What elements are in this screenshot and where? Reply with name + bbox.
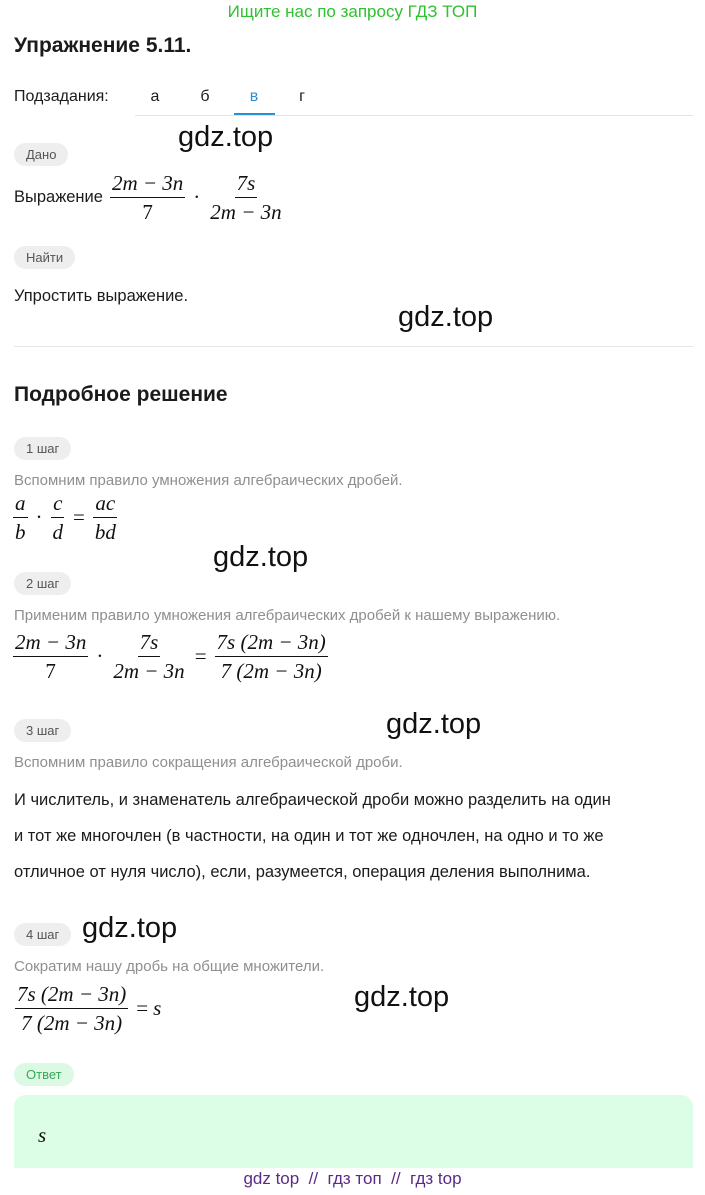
numerator: 2m − 3n: [111, 171, 184, 195]
fraction: [13, 491, 28, 544]
search-banner: Ищите нас по запросу ГДЗ ТОП: [227, 2, 478, 21]
step-4-badge: 4 шаг: [14, 923, 71, 946]
page-title: Упражнение 5.11.: [14, 34, 192, 57]
subtasks-label: Подзадания:: [14, 88, 109, 105]
multiply-sign: ·: [35, 505, 43, 529]
denominator: 7: [45, 659, 56, 683]
tabs-divider: [135, 115, 693, 116]
numerator: 7s (2m − 3n): [216, 630, 326, 654]
numerator: 2m − 3n: [15, 630, 87, 654]
fraction: [15, 982, 128, 1035]
step-2-badge: 2 шаг: [14, 572, 71, 595]
rule-line: отличное от нуля число), если, разумеется, операция деления выполнима.: [14, 863, 591, 881]
fraction: [93, 491, 118, 544]
equals-sign: =: [136, 996, 149, 1020]
given-expression: [14, 171, 287, 224]
step-2-hint: Применим правило умножения алгебраических дробей к нашему выражению.: [14, 607, 561, 624]
given-prefix: Выражение: [14, 188, 103, 206]
step-1-hint: Вспомним правило умножения алгебраических дробей.: [14, 472, 403, 489]
rule-line: и тот же многочлен (в частности, на один и тот же одночлен, на одно и то же: [14, 827, 604, 845]
step-4-formula: [12, 982, 161, 1035]
step-4-hint: Сократим нашу дробь на общие множители.: [14, 958, 325, 975]
tab-v[interactable]: в: [249, 88, 259, 105]
answer-badge: Ответ: [14, 1063, 74, 1086]
fraction: [13, 630, 88, 683]
denominator: 2m − 3n: [113, 659, 185, 683]
denominator: 7 (2m − 3n): [21, 1011, 123, 1035]
step-2-formula: [10, 630, 331, 683]
tab-b[interactable]: б: [200, 88, 210, 105]
fraction: [51, 491, 66, 544]
fraction: [111, 630, 186, 683]
watermark: gdz.top: [213, 541, 309, 573]
watermark: gdz.top: [398, 301, 494, 333]
denominator: 7: [142, 200, 153, 224]
numerator: 7s: [236, 171, 256, 195]
footer-links: gdz top // гдз топ // гдз top: [243, 1169, 462, 1188]
given-math: [107, 171, 287, 224]
tab-a[interactable]: а: [150, 88, 160, 105]
fraction: [208, 171, 283, 224]
answer-box: [14, 1095, 693, 1168]
watermark: gdz.top: [178, 121, 274, 153]
fraction: [110, 171, 185, 224]
answer-value: [38, 1123, 46, 1148]
denominator: b: [15, 520, 26, 544]
watermark: gdz.top: [354, 981, 450, 1013]
step-3-hint: Вспомним правило сокращения алгебраической дроби.: [14, 754, 403, 771]
numerator: 7s (2m − 3n): [17, 982, 127, 1006]
denominator: d: [52, 520, 63, 544]
denominator: bd: [94, 520, 116, 544]
step-3-rule: [14, 782, 704, 890]
watermark: gdz.top: [386, 708, 482, 740]
equals-sign: =: [73, 505, 85, 529]
active-tab-indicator: [234, 113, 275, 115]
step-1-badge: 1 шаг: [14, 437, 71, 460]
denominator: 2m − 3n: [210, 200, 282, 224]
equals-sign: =: [194, 644, 207, 668]
find-text: Упростить выражение.: [14, 287, 189, 305]
step-1-formula: [10, 491, 121, 544]
fraction: [215, 630, 328, 683]
multiply-sign: ·: [193, 185, 201, 209]
step-3-badge: 3 шаг: [14, 719, 71, 742]
numerator: c: [53, 491, 63, 515]
denominator: 7 (2m − 3n): [220, 659, 322, 683]
rule-line: И числитель, и знаменатель алгебраической дроби можно разделить на один: [14, 791, 611, 809]
multiply-sign: ·: [96, 644, 104, 668]
tab-g[interactable]: г: [299, 88, 305, 105]
given-badge: Дано: [14, 143, 68, 166]
numerator: ac: [95, 491, 116, 515]
numerator: 7s: [139, 630, 159, 654]
watermark: gdz.top: [82, 912, 178, 944]
result: s: [153, 996, 162, 1020]
numerator: a: [15, 491, 26, 515]
section-divider: [14, 346, 693, 347]
solution-heading: Подробное решение: [14, 383, 228, 406]
find-badge: Найти: [14, 246, 75, 269]
answer-value-text: s: [38, 1123, 47, 1147]
